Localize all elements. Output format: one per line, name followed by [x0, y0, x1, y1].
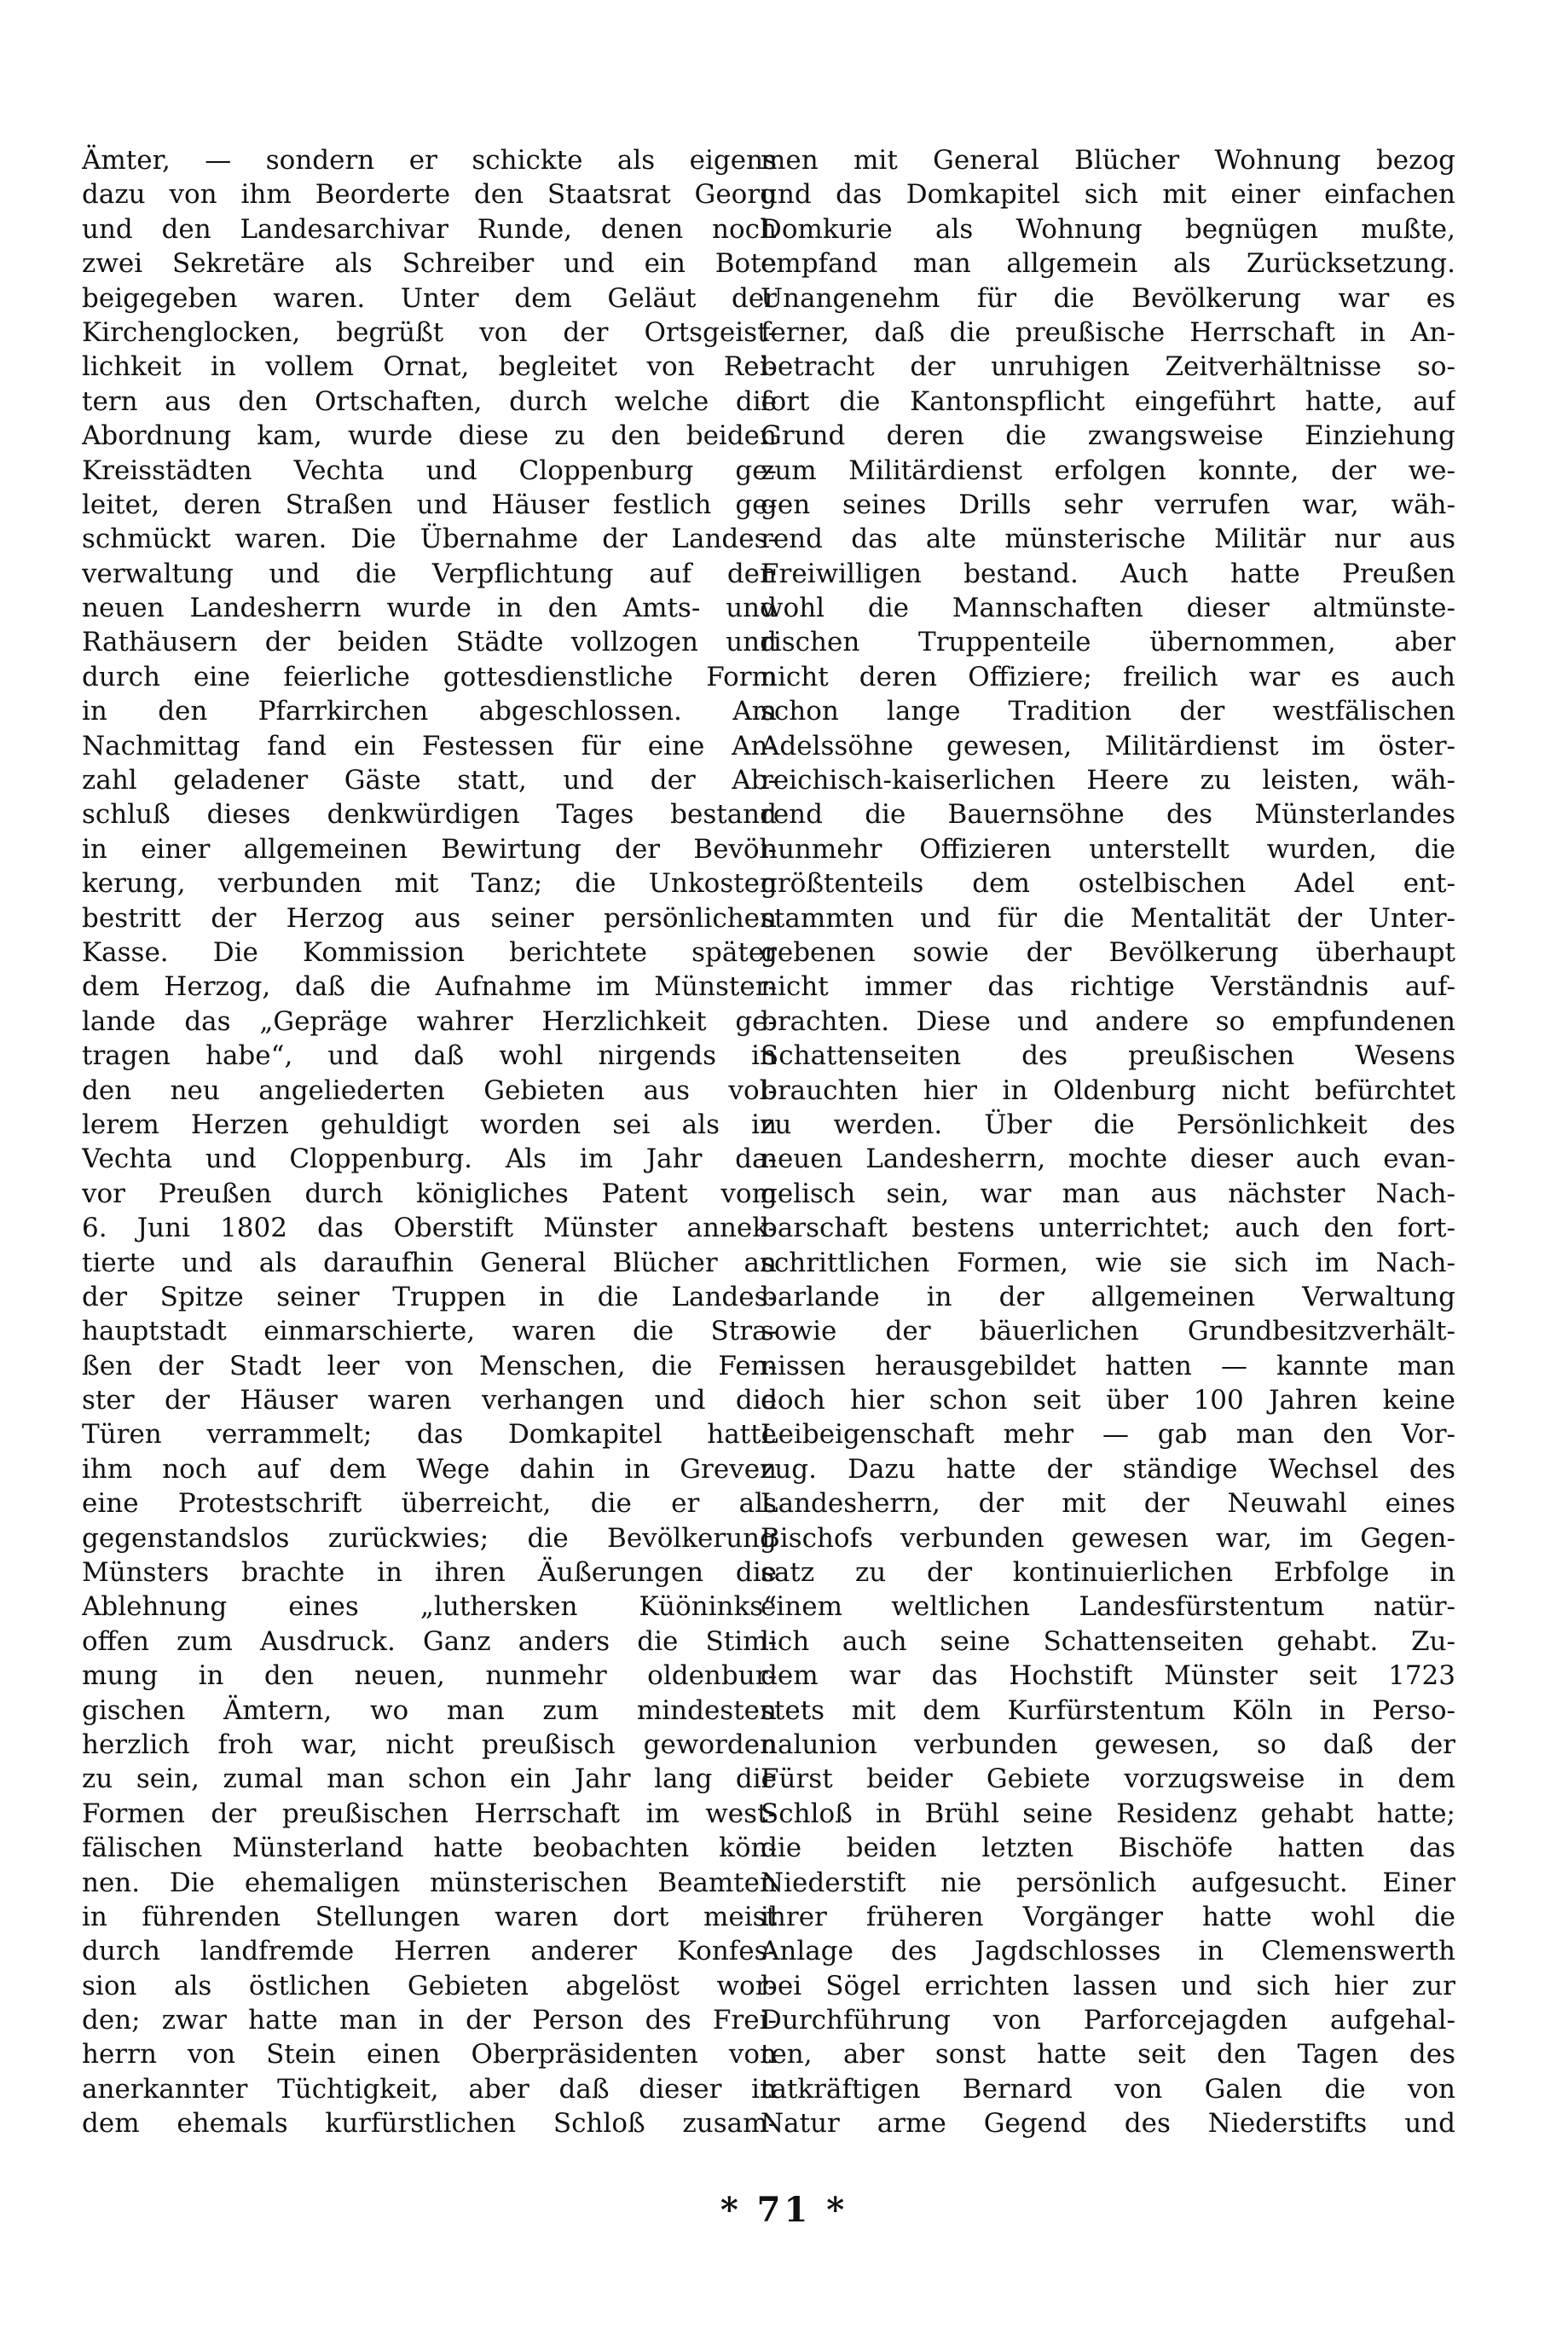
- text-line: men mit General Blücher Wohnung bezog: [761, 145, 1455, 176]
- text-line: zahl geladener Gäste statt, und der Ab-: [82, 765, 777, 796]
- text-line: Münsters brachte in ihren Äußerungen die: [82, 1557, 777, 1589]
- text-line: einem weltlichen Landesfürstentum natür-: [761, 1591, 1455, 1623]
- text-line: lichkeit in vollem Ornat, begleitet von Rei-: [82, 351, 777, 383]
- text-line: fort die Kantonspflicht eingeführt hatte, auf: [761, 385, 1455, 417]
- text-line: herzlich froh war, nicht preußisch geworden: [82, 1729, 777, 1760]
- text-line: gebenen sowie der Bevölkerung überhaupt: [761, 936, 1455, 968]
- text-line: rischen Truppenteile übernommen, aber: [761, 627, 1455, 658]
- text-line: nicht deren Offiziere; freilich war es auch: [761, 661, 1455, 692]
- text-line: Durchführung von Parforcejagden aufgehal-: [761, 2005, 1455, 2036]
- text-line: Abordnung kam, wurde diese zu den beiden: [82, 420, 777, 452]
- text-line: lerem Herzen gehuldigt worden sei als in: [82, 1109, 777, 1140]
- text-line: ihm noch auf dem Wege dahin in Greven: [82, 1453, 777, 1485]
- text-line: zu werden. Über die Persönlichkeit des: [761, 1109, 1455, 1140]
- text-line: Kreisstädten Vechta und Cloppenburg ge-: [82, 455, 777, 486]
- text-line: durch landfremde Herren anderer Konfes-: [82, 1936, 777, 1967]
- text-line: tierte und als daraufhin General Blücher an: [82, 1247, 777, 1278]
- text-line: verwaltung und die Verpflichtung auf den: [82, 558, 777, 589]
- text-line: reichisch-kaiserlichen Heere zu leisten, wäh-: [761, 765, 1455, 796]
- text-line: sowie der bäuerlichen Grundbesitzverhält-: [761, 1316, 1455, 1347]
- text-line: stammten und für die Mentalität der Unter-: [761, 902, 1455, 934]
- text-line: Unangenehm für die Bevölkerung war es: [761, 282, 1455, 314]
- text-line: Domkurie als Wohnung begnügen mußte,: [761, 213, 1455, 245]
- right-text-column: [761, 143, 1455, 2141]
- text-line: neuen Landesherrn wurde in den Amts- und: [82, 593, 777, 624]
- text-line: nissen herausgebildet hatten — kannte man: [761, 1350, 1455, 1381]
- text-line: Leibeigenschaft mehr — gab man den Vor-: [761, 1419, 1455, 1451]
- text-line: größtenteils dem ostelbischen Adel ent-: [761, 868, 1455, 900]
- text-line: Kasse. Die Kommission berichtete später: [82, 936, 777, 968]
- text-line: fälischen Münsterland hatte beobachten kön-: [82, 1833, 777, 1864]
- text-line: zum Militärdienst erfolgen konnte, der we-: [761, 455, 1455, 486]
- text-line: zwei Sekretäre als Schreiber und ein Bote: [82, 248, 777, 280]
- text-line: mung in den neuen, nunmehr oldenbur-: [82, 1660, 777, 1692]
- text-line: doch hier schon seit über 100 Jahren keine: [761, 1385, 1455, 1416]
- text-line: zug. Dazu hatte der ständige Wechsel des: [761, 1453, 1455, 1485]
- text-line: nalunion verbunden gewesen, so daß der: [761, 1729, 1455, 1760]
- text-line: satz zu der kontinuierlichen Erbfolge in: [761, 1557, 1455, 1589]
- text-line: stets mit dem Kurfürstentum Köln in Perso-: [761, 1694, 1455, 1726]
- text-line: ßen der Stadt leer von Menschen, die Fen-: [82, 1350, 777, 1381]
- text-line: Schloß in Brühl seine Residenz gehabt hatte;: [761, 1798, 1455, 1829]
- text-line: lande das „Gepräge wahrer Herzlichkeit ge-: [82, 1005, 777, 1037]
- text-line: tern aus den Ortschaften, durch welche die: [82, 385, 777, 417]
- text-line: gischen Ämtern, wo man zum mindesten: [82, 1694, 777, 1726]
- text-line: ihrer früheren Vorgänger hatte wohl die: [761, 1901, 1455, 1932]
- text-line: bestritt der Herzog aus seiner persönlichen: [82, 902, 777, 934]
- text-line: schluß dieses denkwürdigen Tages bestand: [82, 799, 777, 831]
- text-line: schrittlichen Formen, wie sie sich im Nach-: [761, 1247, 1455, 1278]
- text-line: wohl die Mannschaften dieser altmünste-: [761, 593, 1455, 624]
- text-line: Nachmittag fand ein Festessen für eine An-: [82, 730, 777, 762]
- text-line: gegenstandslos zurückwies; die Bevölkerung: [82, 1522, 777, 1554]
- text-line: die beiden letzten Bischöfe hatten das: [761, 1833, 1455, 1864]
- text-line: anerkannter Tüchtigkeit, aber daß dieser in: [82, 2073, 777, 2105]
- text-line: Natur arme Gegend des Niederstifts und: [761, 2108, 1455, 2140]
- text-line: nen. Die ehemaligen münsterischen Beamten: [82, 1867, 777, 1898]
- text-line: und das Domkapitel sich mit einer einfachen: [761, 179, 1455, 211]
- text-line: herrn von Stein einen Oberpräsidenten von: [82, 2039, 777, 2070]
- left-text-column: [82, 143, 777, 2141]
- text-line: zu sein, zumal man schon ein Jahr lang die: [82, 1764, 777, 1795]
- text-line: brachten. Diese und andere so empfundenen: [761, 1005, 1455, 1037]
- text-line: in führenden Stellungen waren dort meist: [82, 1901, 777, 1932]
- text-line: und den Landesarchivar Runde, denen noch: [82, 213, 777, 245]
- text-line: dazu von ihm Beorderte den Staatsrat Georg: [82, 179, 777, 211]
- text-line: leitet, deren Straßen und Häuser festlich ge-: [82, 489, 777, 520]
- text-line: kerung, verbunden mit Tanz; die Unkosten: [82, 868, 777, 900]
- text-line: Formen der preußischen Herrschaft im west-: [82, 1798, 777, 1829]
- text-line: Freiwilligen bestand. Auch hatte Preußen: [761, 558, 1455, 589]
- text-line: Landesherrn, der mit der Neuwahl eines: [761, 1488, 1455, 1520]
- text-line: 6. Juni 1802 das Oberstift Münster annek-: [82, 1213, 777, 1244]
- text-line: gelisch sein, war man aus nächster Nach-: [761, 1178, 1455, 1209]
- text-line: in einer allgemeinen Bewirtung der Bevöl-: [82, 833, 777, 865]
- text-line: brauchten hier in Oldenburg nicht befürchtet: [761, 1074, 1455, 1106]
- text-line: Schattenseiten des preußischen Wesens: [761, 1040, 1455, 1072]
- text-line: tatkräftigen Bernard von Galen die von: [761, 2073, 1455, 2105]
- text-line: rend die Bauernsöhne des Münsterlandes: [761, 799, 1455, 831]
- text-line: Vechta und Cloppenburg. Als im Jahr da-: [82, 1144, 777, 1175]
- text-line: durch eine feierliche gottesdienstliche Form: [82, 661, 777, 692]
- text-line: nunmehr Offizieren unterstellt wurden, die: [761, 833, 1455, 865]
- text-line: dem ehemals kurfürstlichen Schloß zusam-: [82, 2108, 777, 2140]
- text-line: Rathäusern der beiden Städte vollzogen und: [82, 627, 777, 658]
- text-line: Bischofs verbunden gewesen war, im Gegen-: [761, 1522, 1455, 1554]
- text-line: lich auch seine Schattenseiten gehabt. Zu-: [761, 1625, 1455, 1657]
- text-line: Anlage des Jagdschlosses in Clemenswerth: [761, 1936, 1455, 1967]
- text-line: den; zwar hatte man in der Person des Frei-: [82, 2005, 777, 2036]
- text-line: Fürst beider Gebiete vorzugsweise in dem: [761, 1764, 1455, 1795]
- text-line: Ämter, — sondern er schickte als eigens: [82, 145, 777, 176]
- page-number: * 71 *: [720, 2190, 848, 2230]
- text-line: beigegeben waren. Unter dem Geläut der: [82, 282, 777, 314]
- text-line: betracht der unruhigen Zeitverhältnisse so-: [761, 351, 1455, 383]
- text-line: Türen verrammelt; das Domkapitel hatte: [82, 1419, 777, 1451]
- text-line: barlande in der allgemeinen Verwaltung: [761, 1281, 1455, 1312]
- text-line: gen seines Drills sehr verrufen war, wäh-: [761, 489, 1455, 520]
- text-line: schon lange Tradition der westfälischen: [761, 696, 1455, 727]
- text-line: dem war das Hochstift Münster seit 1723: [761, 1660, 1455, 1692]
- text-line: nicht immer das richtige Verständnis auf-: [761, 971, 1455, 1003]
- text-line: neuen Landesherrn, mochte dieser auch evan-: [761, 1144, 1455, 1175]
- text-line: offen zum Ausdruck. Ganz anders die Stim-: [82, 1625, 777, 1657]
- text-line: Ablehnung eines „luthersken Küöninks“: [82, 1591, 777, 1623]
- text-line: empfand man allgemein als Zurücksetzung.: [761, 248, 1455, 280]
- text-line: den neu angeliederten Gebieten aus vol-: [82, 1074, 777, 1106]
- text-line: schmückt waren. Die Übernahme der Landes-: [82, 524, 777, 555]
- text-line: Adelssöhne gewesen, Militärdienst im öster-: [761, 730, 1455, 762]
- text-line: dem Herzog, daß die Aufnahme im Münster-: [82, 971, 777, 1003]
- text-line: barschaft bestens unterrichtet; auch den fort-: [761, 1213, 1455, 1244]
- text-line: ferner, daß die preußische Herrschaft in An-: [761, 316, 1455, 348]
- text-line: Niederstift nie persönlich aufgesucht. Einer: [761, 1867, 1455, 1898]
- text-line: rend das alte münsterische Militär nur aus: [761, 524, 1455, 555]
- text-line: vor Preußen durch königliches Patent vom: [82, 1178, 777, 1209]
- text-line: Grund deren die zwangsweise Einziehung: [761, 420, 1455, 452]
- text-line: eine Protestschrift überreicht, die er als: [82, 1488, 777, 1520]
- text-line: hauptstadt einmarschierte, waren die Stra-: [82, 1316, 777, 1347]
- text-line: sion als östlichen Gebieten abgelöst wor-: [82, 1970, 777, 2001]
- text-line: tragen habe“, und daß wohl nirgends in: [82, 1040, 777, 1072]
- text-line: bei Sögel errichten lassen und sich hier zur: [761, 1970, 1455, 2001]
- text-line: ster der Häuser waren verhangen und die: [82, 1385, 777, 1416]
- text-line: ten, aber sonst hatte seit den Tagen des: [761, 2039, 1455, 2070]
- text-line: in den Pfarrkirchen abgeschlossen. Am: [82, 696, 777, 727]
- text-line: Kirchenglocken, begrüßt von der Ortsgeist-: [82, 316, 777, 348]
- text-line: der Spitze seiner Truppen in die Landes-: [82, 1281, 777, 1312]
